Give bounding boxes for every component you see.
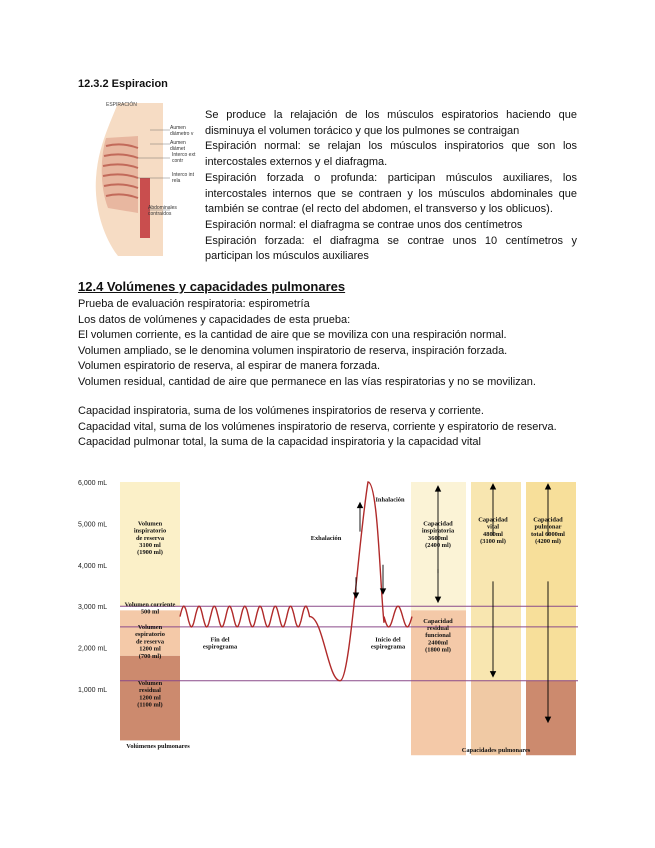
inhalation-arrow-head bbox=[358, 503, 363, 508]
expiratory-reserve-label bbox=[135, 624, 165, 660]
start-spirogram-label bbox=[371, 636, 406, 650]
text-line: Prueba de evaluación respiratoria: espirometría bbox=[78, 298, 310, 310]
y-tick-label: 2,000 mL bbox=[78, 645, 108, 653]
capacity-bar-vital bbox=[471, 482, 521, 681]
y-tick-label: 4,000 mL bbox=[78, 562, 108, 570]
residual-volume-label-line: residual bbox=[139, 687, 161, 695]
spirogram-chart bbox=[78, 474, 578, 759]
volumes-footer bbox=[126, 743, 190, 750]
figure-label: Interco ext contr bbox=[172, 152, 196, 164]
total-capacity-label bbox=[531, 516, 565, 545]
capacities-footer-line: Capacidades pulmonares bbox=[461, 747, 531, 754]
expiratory-reserve-label-line: Volumen bbox=[137, 623, 163, 631]
inspiratory-reserve-label-line: de reserva bbox=[135, 534, 165, 542]
paragraph-line: Se produce la relajación de los músculos espiratorios haciendo que disminuya el volumen torácico y que los pulmones se contraigan bbox=[205, 109, 577, 137]
figure-label: Aumen diámetro v bbox=[170, 125, 194, 137]
capacity-bar-total-lower bbox=[526, 681, 576, 756]
capacity-bar-total bbox=[526, 482, 576, 681]
figure-title: ESPIRACIÓN bbox=[106, 102, 137, 108]
y-tick-label: 3,000 mL bbox=[78, 604, 108, 612]
expiration-thorax-figure bbox=[78, 98, 200, 258]
functional-residual-label-line: residual bbox=[427, 624, 449, 632]
inhalation-label-line: Inhalación bbox=[375, 496, 405, 504]
total-capacity-label-line: (4200 ml) bbox=[535, 538, 561, 545]
figure-label: Interco int rela bbox=[172, 172, 194, 184]
paragraph-line: Espiración normal: se relajan los músculos inspiratorios que son los intercostales externos y el diafragma. bbox=[205, 140, 577, 169]
total-capacity-label-line: pulmonar bbox=[534, 523, 562, 531]
tidal-volume-label-line: Volumen corriente bbox=[124, 601, 176, 609]
inspiratory-reserve-label-line: 3100 ml bbox=[139, 542, 161, 549]
functional-residual-label-line: funcional bbox=[425, 632, 451, 640]
start-spirogram-label-line: Inicio del bbox=[375, 636, 401, 644]
text-line: El volumen corriente, es la cantidad de aire que se moviliza con una respiración normal. bbox=[78, 329, 507, 342]
residual-volume-label-line: (1100 ml) bbox=[137, 701, 163, 709]
expiratory-reserve-label-line: de reserva bbox=[135, 638, 165, 646]
functional-residual-label-line: 2400ml bbox=[428, 639, 448, 647]
spirogram-trace bbox=[180, 482, 412, 681]
end-spirogram-label bbox=[203, 636, 238, 650]
figure-label: Aumen diámet bbox=[170, 140, 186, 152]
section-heading: 12.3.2 Espiracion bbox=[78, 78, 168, 90]
y-tick-label: 5,000 mL bbox=[78, 521, 108, 529]
capacities-footer bbox=[462, 747, 531, 754]
y-tick-label: 1,000 mL bbox=[78, 687, 108, 694]
functional-residual-label bbox=[423, 618, 453, 654]
capacity-bar-vital-lower bbox=[471, 681, 521, 756]
text-line: Capacidad pulmonar total, la suma de la capacidad inspiratoria y la capacidad vital bbox=[78, 436, 481, 449]
end-spirogram-label-line: Fin del bbox=[210, 636, 230, 644]
text-line: Capacidad inspiratoria, suma de los volúmenes inspiratorios de reserva y corriente. bbox=[78, 405, 484, 417]
total-capacity-label-line: total 6000ml bbox=[531, 530, 565, 538]
vital-capacity-label-line: 4800ml bbox=[483, 530, 503, 538]
functional-residual-label-line: Capacidad bbox=[423, 617, 453, 625]
exhalation-label bbox=[311, 535, 342, 542]
paragraph-line: Espiración forzada: el diafragma se contrae unos 10 centímetros y participan los músculos auxiliares bbox=[205, 234, 577, 263]
expiratory-reserve-label-line: 1200 ml bbox=[139, 645, 161, 653]
residual-volume-label bbox=[137, 680, 162, 709]
residual-volume-label-line: Volumen bbox=[137, 679, 163, 687]
inspiratory-capacity-label-line: (2400 ml) bbox=[425, 542, 451, 549]
vital-capacity-label-line: vital bbox=[486, 523, 500, 531]
inhalation-label bbox=[375, 497, 405, 504]
inspiratory-capacity-label-line: Capacidad bbox=[423, 520, 453, 528]
inspiratory-reserve-label bbox=[134, 520, 166, 556]
text-line: Volumen residual, cantidad de aire que permanece en las vías respiratorias y no se movilizan. bbox=[78, 375, 536, 388]
start-spirogram-label-line: espirograma bbox=[370, 643, 406, 651]
y-tick-label: 6,000 mL bbox=[78, 480, 108, 487]
inspiratory-reserve-label-line: Volumen bbox=[137, 520, 163, 528]
end-spirogram-label-line: espirograma bbox=[202, 643, 238, 651]
volumes-text bbox=[78, 297, 578, 391]
residual-volume-label-line: 1200 ml bbox=[139, 694, 161, 702]
vital-capacity-label-line: Capacidad bbox=[478, 516, 508, 524]
volumes-footer-line: Volúmenes pulmonares bbox=[126, 743, 190, 750]
text-line: Volumen espiratorio de reserva, al espirar de manera forzada. bbox=[78, 360, 381, 373]
text-line: Los datos de volúmenes y capacidades de esta prueba: bbox=[78, 313, 351, 326]
text-line: Volumen ampliado, se le denomina volumen inspiratorio de reserva, inspiración forzada. bbox=[78, 344, 508, 357]
vital-capacity-label-line: (3100 ml) bbox=[480, 538, 506, 545]
paragraph-line: Espiración forzada o profunda: participan músculos auxiliares, los intercostales internos que se contraen y los músculos abdominales que también se contrae (el recto del abdomen, el transverso y los oblicuos). bbox=[205, 171, 577, 216]
inspiratory-reserve-label-line: (1900 ml) bbox=[137, 549, 163, 557]
volumes-heading: 12.4 Volúmenes y capacidades pulmonares bbox=[78, 279, 346, 294]
exhalation-label-line: Exhalación bbox=[310, 534, 342, 542]
functional-residual-label-line: (1800 ml) bbox=[425, 646, 451, 654]
total-capacity-label-line: Capacidad bbox=[533, 516, 563, 524]
inspiratory-capacity-label-line: 3600ml bbox=[428, 534, 448, 542]
inspiratory-capacity-label-line: inspiratoria bbox=[421, 527, 455, 535]
text-line: Capacidad vital, suma de los volúmenes inspiratorio de reserva, corriente y espiratorio de reserva. bbox=[78, 420, 557, 433]
capacities-text bbox=[78, 404, 578, 451]
paragraph-line: Espiración normal: el diafragma se contrae unos dos centímetros bbox=[205, 218, 523, 231]
inspiratory-reserve-label-line: inspiratorio bbox=[133, 527, 167, 535]
expiratory-reserve-label-line: (700 ml) bbox=[138, 652, 162, 660]
expiratory-reserve-label-line: espiratorio bbox=[135, 631, 165, 639]
figure-label: Abdominales contraídos bbox=[148, 205, 177, 217]
expiration-paragraph bbox=[205, 108, 577, 265]
tidal-volume-label-line: 500 ml bbox=[140, 608, 160, 616]
